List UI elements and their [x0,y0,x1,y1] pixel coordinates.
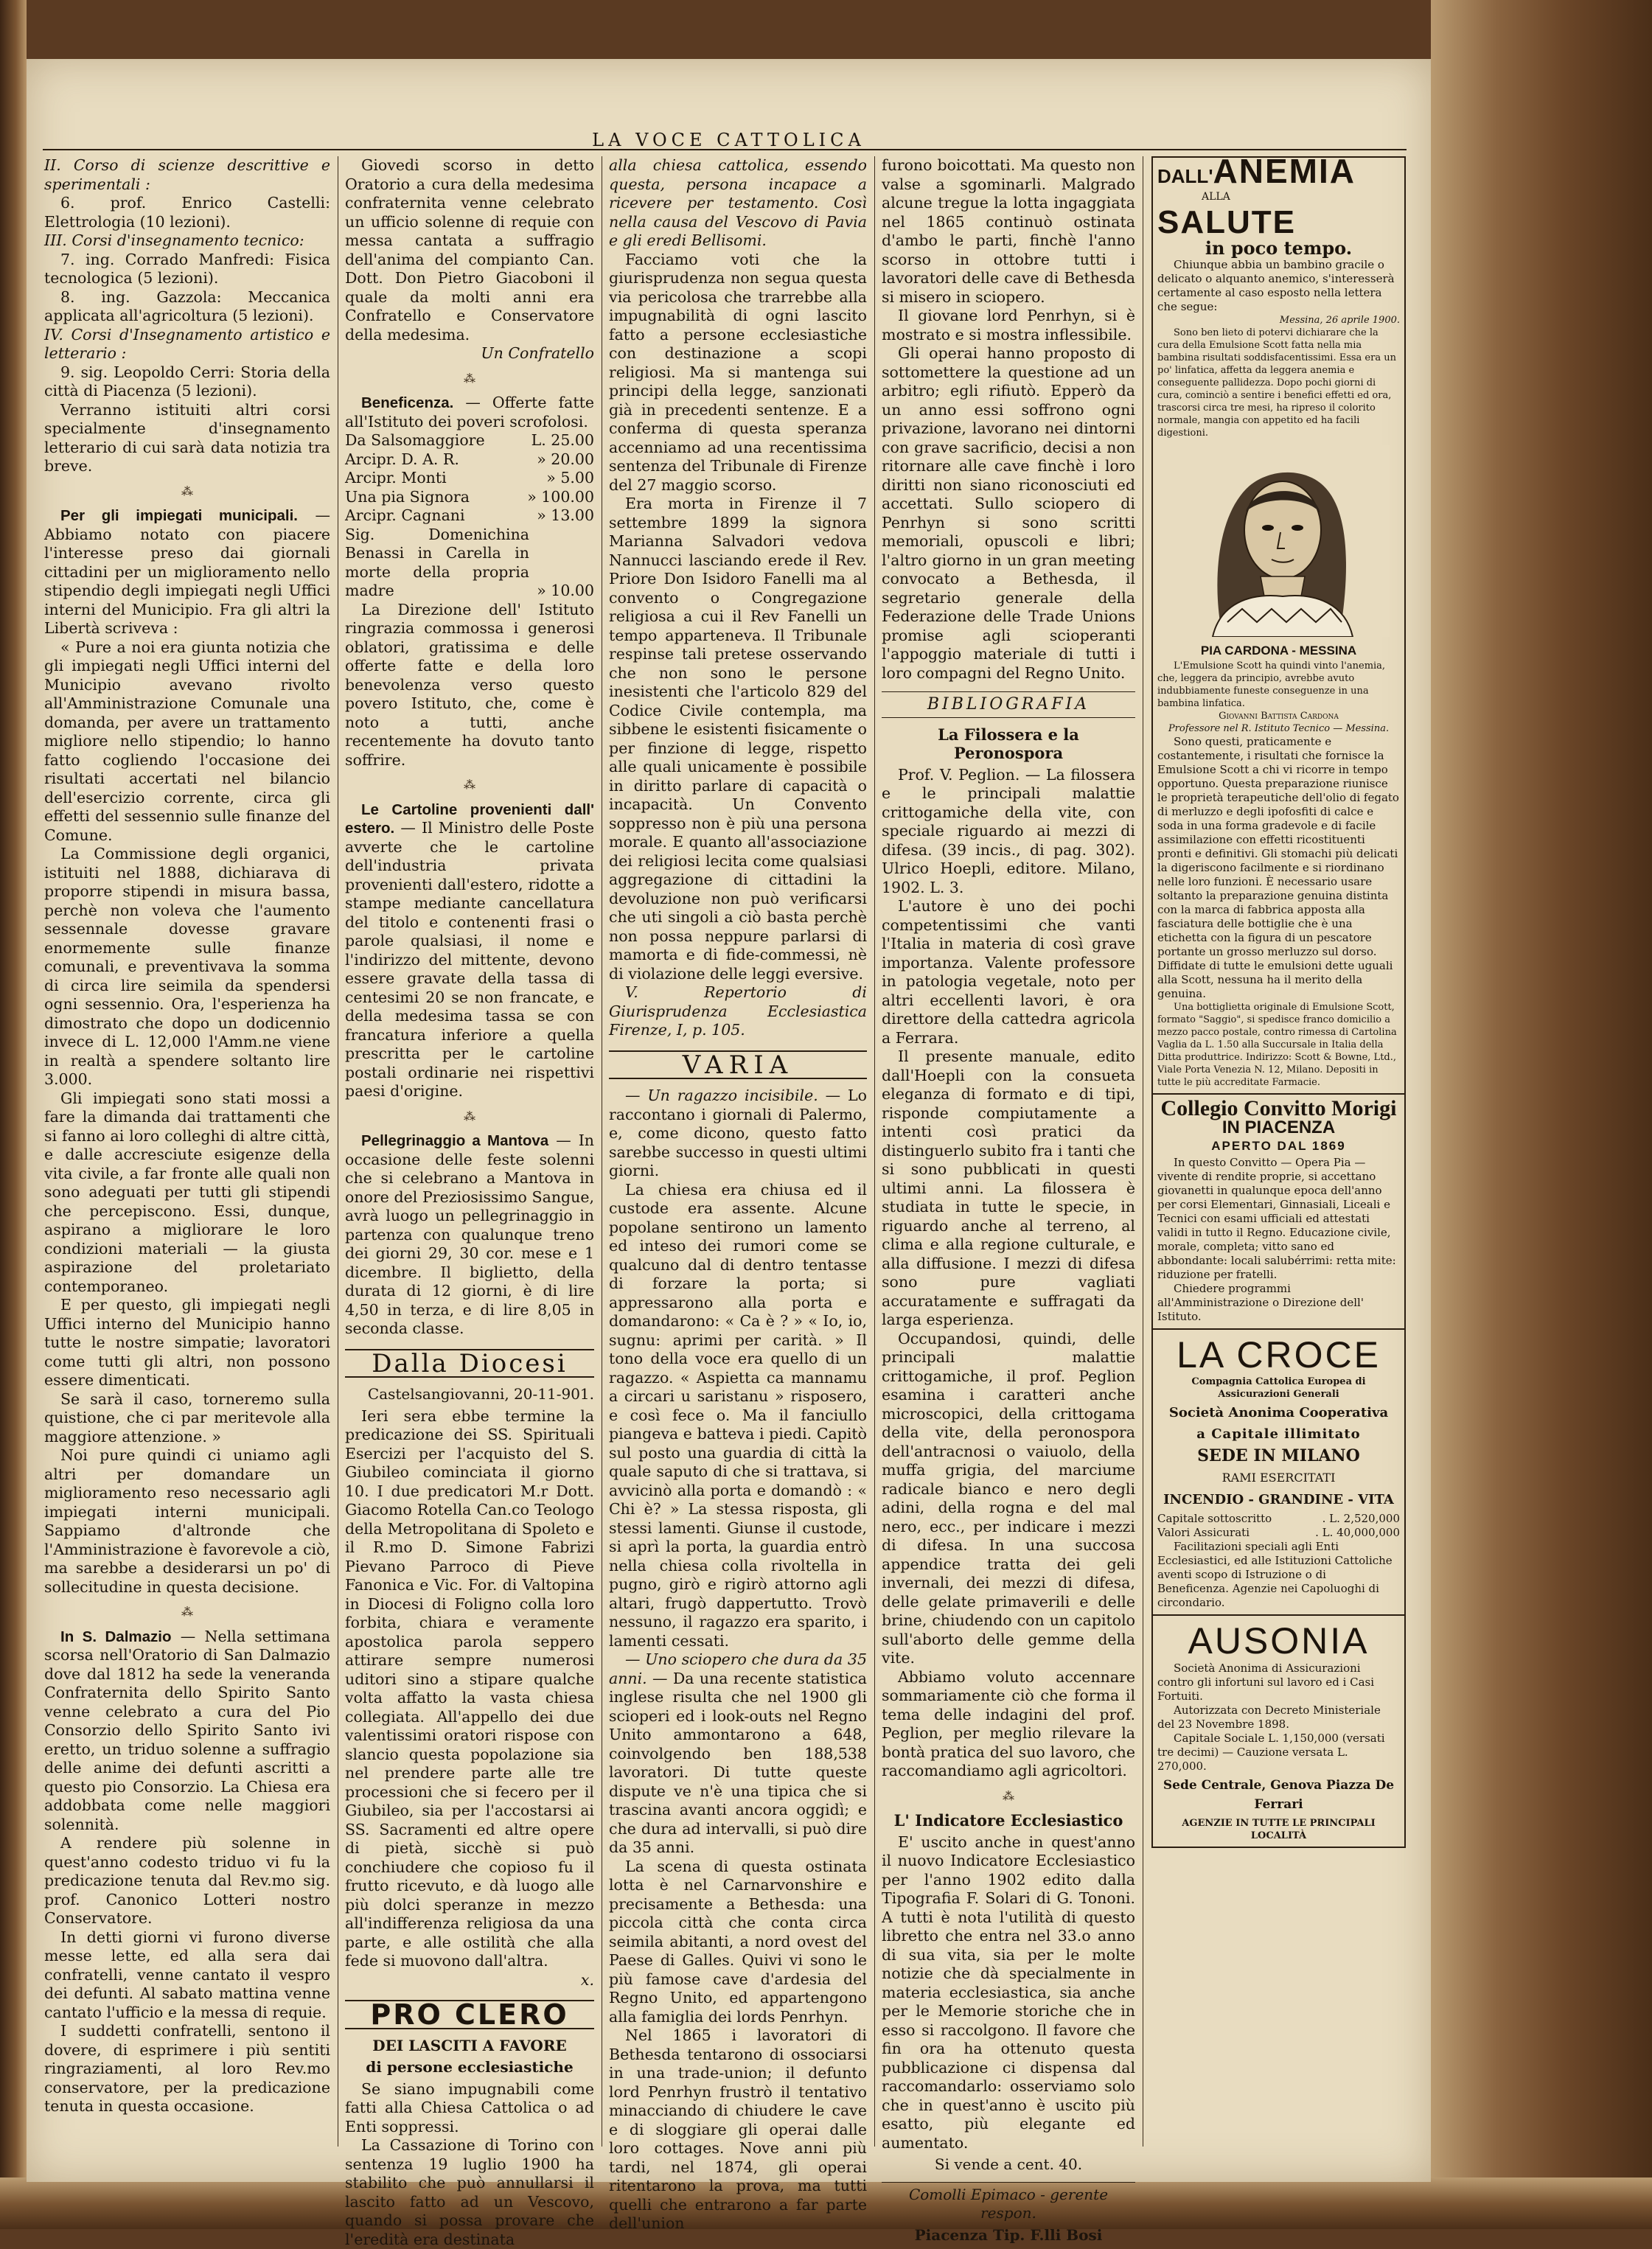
paragraph: « Pure a noi era giunta notizia che gli impiegati negli Uffici interni del Municipio avevano rivolto all'Amministrazione Comunale una domanda, per avere un trattamento migliore nello stipendio; lo hanno fatto cogliendo l'occasione dei risultati accertati nel bilancio dell'esercizio corrente, circa gli effetti del sessennio sulle finanze del Comune. [44,638,330,845]
ornament: ⁂ [44,482,330,501]
donation-amount: » 20.00 [537,450,594,470]
book-edge-left [0,0,27,2229]
paragraph: Se siano impugnabili come fatti alla Chiesa Cattolica o ad Enti soppressi. [345,2080,594,2137]
rule [882,2182,1135,2183]
column-divider [874,156,875,2147]
paragraph: Gli impiegati sono stati mossi a fare la dimanda dai trattamenti che si fanno ai loro colleghi di altre città, e dalle accresciute esigenze della vita civile, a far fronte alle quali non sono adeguati per tutti gli stipendi che percepiscono. Essi, dunque, aspirano a migliorare le loro condizioni materiali — la giusta aspirazione del proletariato contemporaneo. [44,1089,330,1297]
donor-name: Arcipr. D. A. R. [345,450,459,470]
ad-text: Chiedere programmi all'Amministrazione o Direzione dell' Istituto. [1157,1282,1400,1324]
donation-amount: L. 25.00 [532,431,594,450]
paragraph: Il presente manuale, edito dall'Hoepli con la consueta eleganza di formato e di tipi, risponde compiutamente a intenti così pratici da distinguerlo subito fra i tanti che si sono pubblicati in questi ultimi anni. La filossera è studiata in tutte le specie, in riguardo anche al terreno, al clima e alla regione culturale, e alla diffusione. I mezzi di difesa sono pure vagliati accuratamente e suffragati da larga esperienza. [882,1047,1135,1330]
paragraph: alla chiesa cattolica, essendo questa, persona incapace a ricevere per testamento. Così nella causa del Vescovo di Pavia e gli eredi Bellisomi. [609,156,867,251]
ad-text: Una bottiglietta originale di Emulsione Scott, formato "Saggio", si spedisce franco domicilio a mezzo pacco postale, contro rimessa di Cartolina Vaglia da L. 1.50 alla Succursale in Italia della Ditta produttrice. Indirizzo: Scott & Bowne, Ltd., Viale Porta Venezia N. 12, Milano. Depositi in tutte le più accreditate Farmacie. [1157,1001,1400,1089]
column-2 [345,156,594,2249]
paragraph: La scena di questa ostinata lotta è nel Carnarvonshire e precisamente a Bethesda: una piccola città che conta circa seimila abitanti, a nord ovest del Paese di Galles. Quivi vi sono le più famose cave d'ardesia del Regno Unito, ed appartengono alla famiglia dei lords Penrhyn. [609,1858,867,2027]
donation-amount: » 100.00 [527,488,594,507]
donor-name: Arcipr. Cagnani [345,506,465,526]
ornament: ⁂ [882,1787,1135,1806]
paragraph: Nel 1865 i lavoratori di Bethesda tentarono di ossociarsi in una trade-union; il defunto lord Penrhyn frustrò il tentativo minacciando di chiudere le cave e di sloggiare gli operai dalle loro cottages. Nove anni più tardi, nel 1874, gli operai ritentarono la prova, ma tutti quelli che entrarono a far parte dell'union [609,2026,867,2234]
paragraph: Abbiamo voluto accennare sommariamente ciò che forma il tema delle indagini del prof. Peglion, per meglio rilevare la bontà pratica del suo lavoro, che raccomandiamo agli agricoltori. [882,1668,1135,1781]
donation-amount: » 13.00 [537,506,594,526]
article-title: Pellegrinaggio a Mantova [361,1132,548,1149]
ad-text: Società Anonima Cooperativa [1157,1404,1400,1423]
ad-subheadline: in poco tempo. [1157,239,1400,258]
ad-text: Capitale Sociale L. 1,150,000 (versati tre decimi) — Cauzione versata L. 270,000. [1157,1732,1400,1774]
section-heading: VARIA [609,1050,867,1080]
gerente: Comolli Epimaco - gerente respon. [882,2186,1135,2223]
article-title: Beneficenza. [361,394,453,411]
paragraph: — Nella settimana scorsa nell'Oratorio di San Dalmazio dove dal 1812 ha sede la veneranda Confraternita dello Spirito Santo venne celebrato a cura del Pio Consorzio dello Spirito Santo ivi eretto, un triduo solenne a suffragio delle anime dei defunti ascritti a questo pio Consorzio. La Chiesa era addobbata come nelle maggiori solennità. [44,1628,330,1833]
table-row [1157,1526,1400,1540]
ad-text: AGENZIE IN TUTTE LE PRINCIPALI LOCALITÀ [1157,1817,1400,1842]
ad-headline: LA CROCE [1157,1334,1400,1375]
donor-name: Una pia Signora [345,488,470,507]
paragraph: E' uscito anche in quest'anno il nuovo Indicatore Ecclesiastico per l'anno 1902 edito dalla Tipografia F. Solari di G. Tononi. A tutti è nota l'utilità di questo libretto che entra nel 33.o anno di sua vita, sia per le molte notizie che dà specialmente in materia ecclesiastica, sia anche per le Memorie storiche che in esso si raccolgono. Il favore che fin ora ha ottenuto questa pubblicazione ci dispensa dal raccomandarlo: osserviamo solo che in quest'anno è uscito più esatto, più elegante ed aumentato. [882,1833,1135,2153]
article-title: L' Indicatore Ecclesiastico [882,1811,1135,1830]
ad-text: INCENDIO - GRANDINE - VITA [1157,1490,1400,1510]
newspaper-header: LA VOCE CATTOLICA [27,130,1431,150]
paragraph: A rendere più solenne in quest'anno codesto triduo vi fu la predicazione tenuta dal Rev.mo sig. prof. Canonico Lotteri nostro Conservatore. [44,1834,330,1928]
dateline: Castelsangiovanni, 20-11-901. [345,1385,594,1404]
ad-text: a Capitale illimitato [1157,1425,1400,1444]
capital-amount: . L. 40,000,000 [1315,1526,1400,1540]
ornament: ⁂ [345,1107,594,1126]
price: Si vende a cent. 40. [882,2155,1135,2175]
subheading: di persone ecclesiastiche [345,2058,594,2077]
capital-amount: . L. 2,520,000 [1322,1512,1400,1526]
ad-la-croce [1151,1330,1406,1617]
ad-subheadline: APERTO DAL 1869 [1157,1137,1400,1156]
list-item: 7. ing. Corrado Manfredi: Fisica tecnologica (5 lezioni). [44,251,330,288]
paragraph: La Direzione dell' Istituto ringrazia commossa i generosi oblatori, gratissima e delle offerte fatte e della loro benevolenza verso questo povero Istituto, che, come è noto a tutti, anche recentemente ha dovuto tanto soffrire. [345,601,594,770]
list-item: IV. Corsi d'Insegnamento artistico e letterario : [44,326,330,363]
paragraph: Ieri sera ebbe termine la predicazione dei SS. Spirituali Esercizi per l'acquisto del S. Giubileo cominciata il giorno 10. I due predicatori M.r Dott. Giacomo Rotella Can.co Teologo della Metropolitana di Spoleto e il R.mo D. Simone Fabrizi Pievano Parroco di Pieve Fanonica e Vic. For. di Valtopina in Diocesi di Foligno colla loro forbita, chiara e veramente apostolica parola seppero attirare sempre numerosi uditori sino a stipare qualche volta affatto la vasta chiesa collegiata. All'appello dei due valentissimi oratori rispose con slancio questa popolazione sia nel prendere parte alle tre processioni che si fecero per il Giubileo, sia per l'accostarsi ai SS. Sacramenti ed altre opere di pietà, sicchè si può conchiudere che copioso fu il frutto ricevuto, e dà luogo alle più dolci speranze in mezzo all'indifferenza religiosa da una parte, e alle ostilità che alla fede si muovono dall'altra. [345,1407,594,1971]
paragraph: La Commissione degli organici, istituiti nel 1888, dichiarava di proporre stipendi in misura bassa, perchè non voleva che l'aumento sessennale dovesse gravare enormemente sulle finanze comunali, e preventivava la somma di circa lire seimila da spendersi ogni sessennio. Ora, l'esperienza ha dimostrato che dopo un dodicennio invece di L. 12,000 l'Amm.ne viene in realtà a spendere soltanto lire 3.000. [44,845,330,1089]
donor-name: Arcipr. Monti [345,469,447,488]
article-title: La Filossera e la Peronospora [882,725,1135,763]
paragraph: E per questo, gli impiegati negli Uffici interno del Municipio hanno tutte le nostre simpatie; lavoratori come tutti gli altri, non possono essere dimenticati. [44,1296,330,1390]
paragraph: Era morta in Firenze il 7 settembre 1899 la signora Marianna Salvadori vedova Nannucci lasciando erede il Rev. Priore Don Isidoro Fanelli ma al convento o Congregazione religiosa a cui il Rev Fanelli un tempo apparteneva. Il Tribunale respinse tali pretese osservando che non sono le persone inesistenti che l'articolo 829 del Codice Civile contempla, ma sibbene le esistenti fisicamente o per finzione di legge, rispetto alle quali unicamente è possibile in diritto parlare di capacità o incapacità. Un Convento soppresso non è più una persona morale. E quanto all'associazione dei religiosi lecita come qualsiasi aggregazione di cittadini la devoluzione non può verificarsi che uti singoli a ciò basta perchè non possa neppure parlarsi di mamorta e di fide-commessi, nè di violazione delle leggi eversive. [609,495,867,983]
reference: V. Repertorio di Giurisprudenza Ecclesiastica Firenze, I, p. 105. [609,983,867,1040]
capital-label: Valori Assicurati [1157,1526,1250,1540]
ad-text: Sono questi, praticamente e costantemente, i risultati che fornisce la Emulsione Scott a chi vi ricorre in tempo opportuno. Questa preparazione riunisce le proprietà terapeutiche dell'olio di fegato di merluzzo e degli ipofosfiti di calce e soda in una forma gradevole e di facile assimilazione con effetti ricostituenti pronti e definitivi. Gli stomachi più delicati la digeriscono facilmente e si riordinano nelle loro funzioni. È necessario usare soltanto la preparazione genuina distinta con la marca di fabbrica apposta alla fasciatura delle bottiglie che è una etichetta con la figura di un pescatore portante un grosso merluzzo sul dorso. Diffidate di tutte le emulsioni dette uguali alla Scott, nessuna ha il merito della genuina. [1157,735,1400,1001]
ad-text: RAMI ESERCITATI [1157,1468,1400,1488]
girl-portrait-illustration [1168,445,1390,637]
paragraph: La Cassazione di Torino con sentenza 19 luglio 1900 ha stabilito che può annullarsi il lascito fatto ad un Vescovo, quando si possa provare che l'eredità era destinata [345,2136,594,2249]
donor-name: Da Salsomaggiore [345,431,485,450]
column-4 [882,156,1135,2248]
ad-text: Compagnia Cattolica Europea di Assicurazioni Generali [1157,1375,1400,1401]
ad-headline: ANEMIA [1213,152,1356,190]
article-title: Per gli impiegati municipali. [60,507,298,524]
donation-list [345,431,594,601]
list-item: 9. sig. Leopoldo Cerri: Storia della città di Piacenza (5 lezioni). [44,363,330,401]
ornament: ⁂ [345,369,594,388]
article-title: — Un ragazzo incisibile. [625,1087,818,1104]
signature: x. [345,1971,594,1990]
paragraph: L'autore è uno dei pochi competentissimi che vanti l'Italia in materia di così grave importanza. Valente professore in patologia vegetale, noto per altri eccellenti lavori, è ora direttore della cattedra agricola a Ferrara. [882,897,1135,1047]
paragraph: furono boicottati. Ma questo non valse a sgominarli. Malgrado alcune tregue la lotta ingaggiata nel 1865 continuò ostinata d'ambo le parti, finchè l'anno scorso in ottobre tutti i lavoratori delle cave di Bethesda si misero in sciopero. [882,156,1135,307]
ad-letter: Sono ben lieto di potervi dichiarare che la cura della Emulsione Scott fatta nella mia bambina risultati soddisfacentissimi. Essa era un po' linfatica, affetta da leggera anemia e conseguente pallidezza. Dopo pochi giorni di cura, cominciò a sentire i benefici effetti ed ora, trascorsi circa tre mesi, ha ripreso il colorito normale, mangia con appetito ed ha facili digestioni. [1157,327,1400,439]
paragraph: Giovedi scorso in detto Oratorio a cura della medesima confraternita venne celebrato un ufficio solenne di requie con messa cantata a suffragio dell'anima del compianto Can. Dott. Don Pietro Giacoboni il quale da molti anni era Confratello e Conservatore della medesima. [345,156,594,344]
article-title: In S. Dalmazio [60,1628,171,1645]
ad-date: Messina, 26 aprile 1900. [1157,314,1400,327]
paragraph: Gli operai hanno proposto di sottomettere la questione ad un arbitro; egli rifiutò. Epperò da un anno essi soffrono ogni privazione, lavorano nei dintorni con grave sacrificio, decisi a non ritornare alle cave finchè i loro diritti non siano riconosciuti ed accettati. Sullo sciopero di Penrhyn si sono scritti memoriali, opuscoli e libri; l'altro giorno in un gran meeting convocato a Bethesda, il segretario generale della Federazione delle Trade Unions promise agli scioperanti l'appoggio materiale di tutti i loro compagni del Regno Unito. [882,344,1135,683]
table-row [345,506,594,526]
capital-label: Capitale sottoscritto [1157,1512,1272,1526]
column-1 [44,156,330,2116]
printer: Piacenza Tip. F.lli Bosi [882,2226,1135,2245]
header-rule [43,149,1407,150]
ornament: ⁂ [44,1603,330,1622]
ad-subheadline: IN PIACENZA [1157,1118,1400,1137]
ad-word: DALL' [1157,165,1213,187]
ad-text: Società Anonima di Assicurazioni contro gli infortuni sul lavoro ed i Casi Fortuiti. [1157,1662,1400,1704]
ad-headline: AUSONIA [1157,1620,1400,1662]
list-item: III. Corsi d'insegnamento tecnico: [44,231,330,251]
book-edge-right [1431,0,1652,2229]
list-item: 8. ing. Gazzola: Meccanica applicata all'agricoltura (5 lezioni). [44,288,330,326]
signature: Un Confratello [345,344,594,363]
table-row [345,469,594,488]
table-row [345,526,594,601]
ad-text: Chiunque abbia un bambino gracile o delicato o alquanto anemico, s'interesserà certamente al caso esposto nella lettera che segue: [1157,258,1400,314]
list-item: Verranno istituiti altri corsi specialmente d'insegnamento letterario di cui sarà data notizia tra breve. [44,401,330,476]
ad-word: ALLA [1202,188,1400,207]
paragraph: — In occasione delle feste solenni che si celebrano a Mantova in onore del Preziosissimo Sangue, avrà luogo un pellegrinaggio in partenza con qualunque treno dei giorni 29, 30 cor. mese e 1 dicembre. Il biglietto, della durata di 12 giorni, è di lire 4,50 in terza, e di lire 8,05 in seconda classe. [345,1132,594,1337]
list-item: II. Corso di scienze descrittive e sperimentali : [44,156,330,194]
ad-headline: SALUTE [1157,206,1400,239]
paragraph: — Offerte fatte all'Istituto dei poveri scrofolosi. [345,394,594,430]
ad-text: Sede Centrale, Genova Piazza De Ferrari [1157,1776,1400,1814]
ad-text: SEDE IN MILANO [1157,1447,1400,1466]
paragraph: — Abbiamo notato con piacere l'interesse preso dai giornali cittadini per un miglioramento nello stipendio degli impiegati negli Uffici interni del Municipio. Fra gli altri la Libertà scriveva : [44,506,330,637]
column-5-ads [1151,156,1406,1848]
ad-headline: Collegio Convitto Morigi [1157,1099,1400,1118]
paragraph: Occupandosi, quindi, delle principali malattie crittogamiche, il prof. Peglion esamina i caratteri anche microscopici, della crittogama della vite, della peronospora dell'antracnosi o vaiuolo, della muffa grigia, del marciume radicale bianco e nero degli adini, della rogna e del mal nero, ecc., per indicare i mezzi di difesa. In una succosa appendice tratta dei geli invernali, dei mezzi di difesa, delle gelate primaverili e delle brine, chiudendo con un capitolo sull'aborto delle gemme della vite. [882,1330,1135,1668]
ad-text: Facilitazioni speciali agli Enti Ecclesiastici, ed alle Istituzioni Cattoliche aventi scopo di Istruzione o di Beneficenza. Agenzie nei Capoluoghi di circondario. [1157,1540,1400,1610]
ad-text: Autorizzata con Decreto Ministeriale del 23 Novembre 1898. [1157,1704,1400,1732]
ad-text: In questo Convitto — Opera Pia — vivente di rendite proprie, si accettano giovanetti in qualunque epoca dell'anno per corsi Elementari, Ginnasiali, Liceali e Tecnici con esami ufficiali ed attestati validi in tutto il Regno. Educazione civile, morale, completa; vitto sano ed abbondante: locali salubérrimi: retta mite: riduzione per fratelli. [1157,1156,1400,1282]
section-heading: BIBLIOGRAFIA [882,691,1135,718]
paragraph: — Lo raccontano i giornali di Palermo, e, come dicono, questo fatto sarebbe successo in questi ultimi giorni. [609,1087,867,1179]
table-row [345,431,594,450]
paragraph: Il giovane lord Penrhyn, si è mostrato e si mostra inflessibile. [882,307,1135,344]
paragraph: I suddetti confratelli, sentono il dovere, di esprimere i più sentiti ringraziamenti, al loro Rev.mo conservatore, per la predicazione tenuta in questa occasione. [44,2022,330,2116]
donation-amount: » 5.00 [546,469,594,488]
section-heading: PRO CLERO [345,2000,594,2029]
ad-emulsione-scott [1151,156,1406,1095]
ad-ausonia [1151,1616,1406,1848]
newspaper-page [27,59,1431,2182]
paragraph: La chiesa era chiusa ed il custode era assente. Alcune popolane sentirono un lamento ed inteso dei rumori come se qualcuno dal di dentro tentasse di forzare la porta; si appressarono alla porta e domandarono: « Ca è ? » « Io, io, sugnu: aprimi per carità. » Il tono della voce era quello di un ragazzo. « Aspietta ca mannamu a circari u saristanu » risposero, e così fece o. Ma il fanciullo piangeva e batteva i piedi. Capitò sul posto una guardia di città la quale saputo di che si trattava, si avvicinò alla porta e domandò : « Chi è? » La stessa risposta, gli stessi lamenti. Giunse il custode, si aprì la porta, la guardia entrò nella chiesa colla rivoltella in pugno, girò e rigirò attorno agli altari, frugò dappertutto. Trovò nessuno, il ragazzo era sparito, i lamenti cessati. [609,1181,867,1651]
paragraph: Se sarà il caso, torneremo sulla quistione, che ci par meritevole alla maggiore attenzione. » [44,1390,330,1447]
article-title: Le Cartoline provenienti dall' estero. [345,801,594,837]
paragraph: In detti giorni vi furono diverse messe lette, ed alla sera dai confratelli, venne cantato il vespro dei defunti. Al sabato mattina venne cantato l'ufficio e la messa di requie. [44,1928,330,2023]
subheading: DEI LASCITI A FAVORE [345,2037,594,2056]
ornament: ⁂ [345,775,594,795]
paragraph: Facciamo voti che la giurisprudenza non segua questa via pericolosa che trarrebbe alla impugnabilità di ogni lascito fatto a persone ecclesiastiche con destinazione a scopi religiosi. Ma si mantenga sui principi della legge, sanzionati già in precedenti sentenze. E a conferma di questa speranza accenniamo ad una recentissima sentenza del Tribunale di Firenze del 27 maggio scorso. [609,251,867,495]
section-heading: Dalla Diocesi [345,1349,594,1378]
ad-signer: Giovanni Battista Cardona [1157,710,1400,722]
list-item: 6. prof. Enrico Castelli: Elettrologia (10 lezioni). [44,194,330,231]
article-title: — Uno sciopero che dura da 35 anni. [609,1650,867,1687]
ad-signer-title: Professore nel R. Istituto Tecnico — Messina. [1157,722,1400,735]
column-3 [609,156,867,2234]
donation-amount: » 10.00 [537,582,594,601]
paragraph: Prof. V. Peglion. — La filossera e le principali malattie crittogamiche della vite, con speciale riguardo ai mezzi di difesa. (39 incis., di pag. 302). Ulrico Hoepli, editore. Milano, 1902. L. 3. [882,766,1135,898]
paragraph: Noi pure quindi ci uniamo agli altri per domandare un miglioramento reso necessario agli impiegati interni municipali. Sappiamo d'altronde che l'Amministrazione è favorevole a ciò, ma sarebbe a desiderarsi un po' di sollecitudine in questa decisione. [44,1446,330,1597]
donor-name: Sig. Domenichina Benassi in Carella in morte della propria madre [345,526,529,601]
table-row [1157,1512,1400,1526]
paragraph: — Da una recente statistica inglese risulta che nel 1900 gli scioperi ed i look-outs nel Regno Unito ammontarono a 648, coinvolgendo ben 188,538 lavoratori. Di tutte queste dispute ve n'è una tipica che si trascina avanti ancora oggidì; e che dura ad intervalli, si può dire da 35 anni. [609,1670,867,1857]
ad-collegio-morigi [1151,1095,1406,1330]
table-row [345,488,594,507]
ad-caption: PIA CARDONA - MESSINA [1157,641,1400,660]
ad-text: L'Emulsione Scott ha quindi vinto l'anemia, che, leggera da principio, avrebbe avuto indubbiamente funeste conseguenze in una bambina linfatica. [1157,660,1400,710]
table-row [345,450,594,470]
paragraph: — Il Ministro delle Poste avverte che le cartoline dell'industria privata provenienti dall'estero, ridotte a stampe mediante cancellatura del titolo e contenenti frasi o parole qualsiasi, il nome e l'indirizzo del mittente, devono essere gravate della tassa di centesimi 20 se non francate, e della medesima tassa se con francatura inferiore a quella prescritta per le cartoline postali ordinarie nei rispettivi paesi d'origine. [345,819,594,1100]
